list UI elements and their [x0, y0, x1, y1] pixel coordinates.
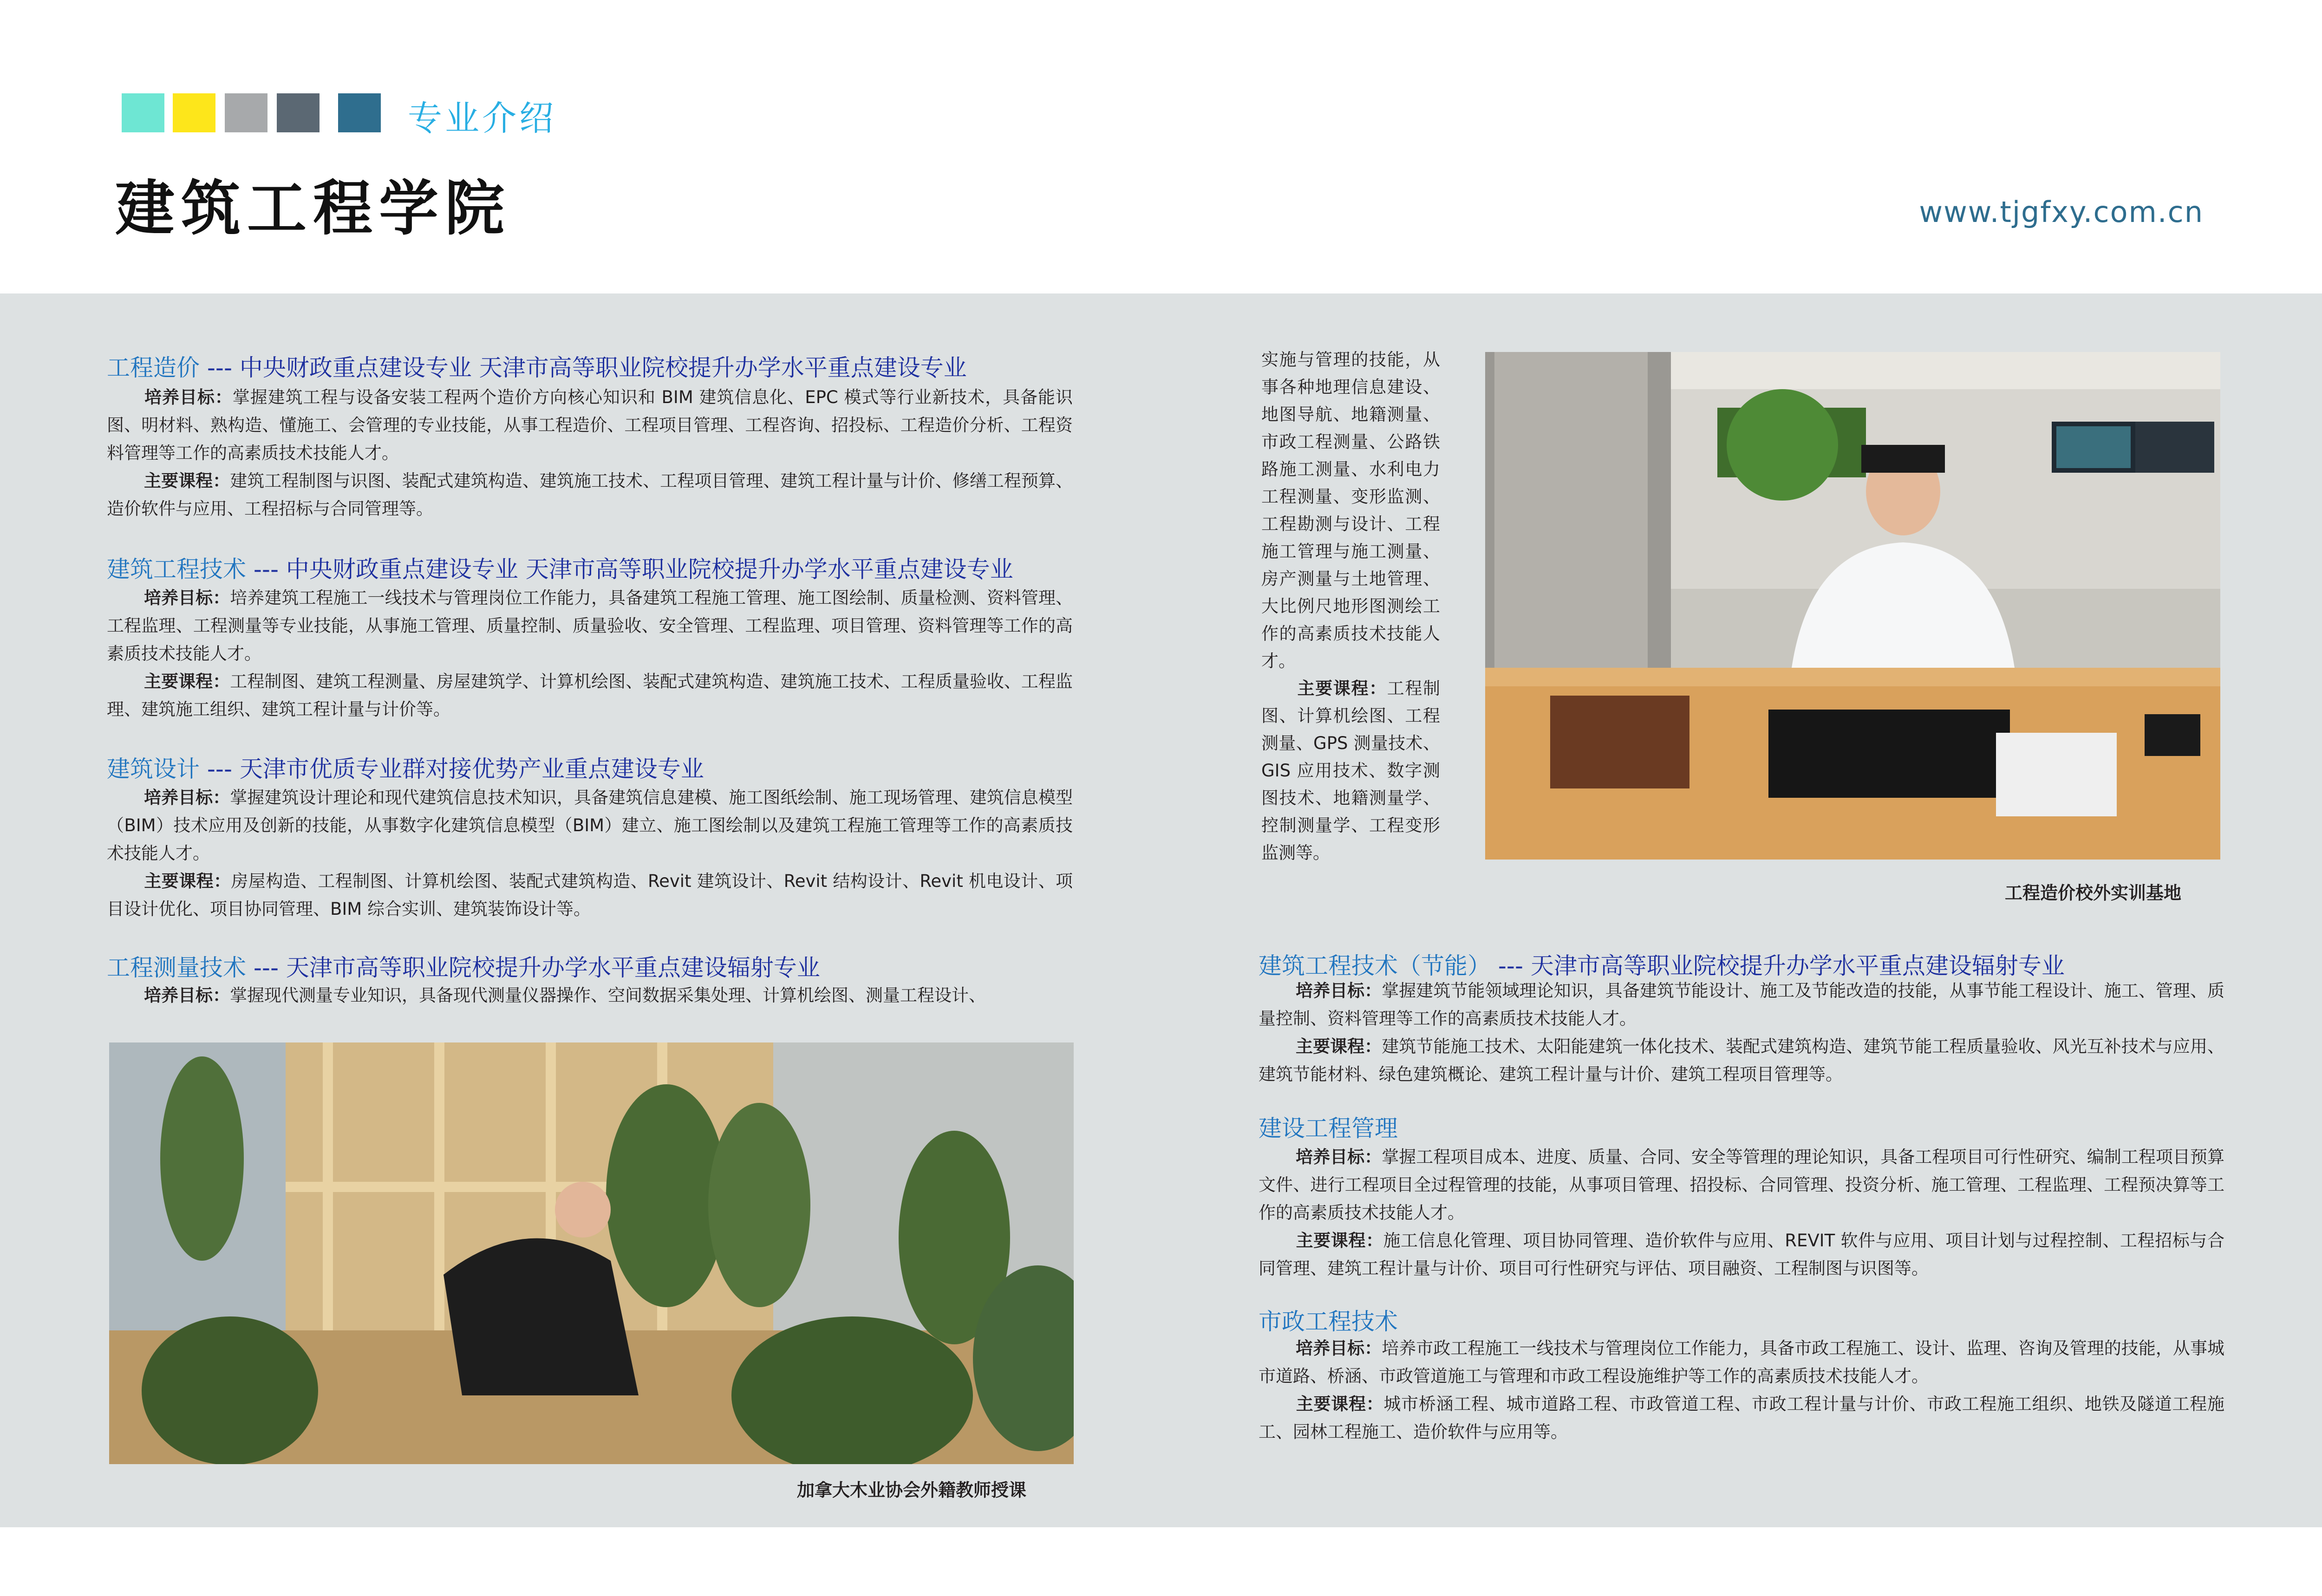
section-body-cost: 培养目标：掌握建筑工程与设备安装工程两个造价方向核心知识和 BIM 建筑信息化、EPC 模式等行业新技术，具备能识图、明材料、熟构造、懂施工、会管理的专业技能，从事工程造价、工程项目管理、工程咨询、招投标、工程造价分析、工程资料管理等工作的高素质技术技能人才。 主要课程：建筑工程制图与识图、装配式建筑构造、建筑施工技术、工程项目管理、建筑工程计量与计价、修缮工程预算、造价软件与应用、工程招标与合同管理等。: [107, 387, 1073, 519]
section-body-survey-start: 培养目标：掌握现代测量专业知识，具备现代测量仪器操作、空间数据采集处理、计算机绘图、测量工程设计、: [144, 985, 986, 1005]
color-swatch-teal: [122, 93, 164, 132]
section-body-mgmt: 培养目标：掌握工程项目成本、进度、质量、合同、安全等管理的理论知识，具备工程项目可行性研究、编制工程项目预算文件、进行工程项目全过程管理的技能，从事项目管理、招投标、合同管理、投资分析、施工管理、工程监理、工程预决算等工作的高素质技术技能人才。 主要课程：施工信息化管理、项目协同管理、造价软件与应用、REVIT 软件与应用、项目计划与过程控制、工程招标与合同管理、建筑工程计量与计价、项目可行性研究与评估、项目融资、工程制图与识图等。: [1259, 1147, 2225, 1278]
section-title-mgmt: 建设工程管理: [1259, 1115, 1398, 1142]
photo-office-training-base: [1485, 352, 2220, 860]
page-header: [0, 0, 2322, 293]
section-title-design: 建筑设计 --- 天津市优质专业群对接优势产业重点建设专业: [107, 756, 704, 782]
color-swatch-yellow: [173, 93, 215, 132]
website-link[interactable]: www.tjgfxy.com.cn: [1919, 195, 2204, 229]
college-title: 建筑工程学院: [115, 174, 511, 243]
section-body-design: 培养目标：掌握建筑设计理论和现代建筑信息技术知识，具备建筑信息建模、施工图纸绘制、施工现场管理、建筑信息模型（BIM）技术应用及创新的技能，从事数字化建筑信息模型（BIM）建立、施工图绘制以及建筑工程施工管理等工作的高素质技术技能人才。 主要课程：房屋构造、工程制图、计算机绘图、装配式建筑构造、Revit 建筑设计、Revit 结构设计、Revit 机电设计、项目设计优化、项目协同管理、BIM 综合实训、建筑装饰设计等。: [107, 788, 1073, 919]
photo-carpentry-class: [109, 1042, 1074, 1464]
section-body-survey-continued: 实施与管理的技能，从事各种地理信息建设、地图导航、地籍测量、市政工程测量、公路铁路施工测量、水利电力工程测量、变形监测、工程勘测与设计、工程施工管理与施工测量、房产测量与土地管理、大比例尺地形图测绘工作的高素质技术技能人才。 主要课程：工程制图、计算机绘图、工程测量、GPS 测量技术、GIS 应用技术、数字测图技术、地籍测量学、控制测量学、工程变形监测等。: [1261, 350, 1440, 863]
section-title-cost: 工程造价 --- 中央财政重点建设专业 天津市高等职业院校提升办学水平重点建设专业: [107, 354, 967, 381]
section-title-muni: 市政工程技术: [1259, 1308, 1398, 1335]
section-body-energy: 培养目标：掌握建筑节能领域理论知识，具备建筑节能设计、施工及节能改造的技能，从事节能工程设计、施工、管理、质量控制、资料管理等工作的高素质技术技能人才。 主要课程：建筑节能施工技术、太阳能建筑一体化技术、装配式建筑构造、建筑节能工程质量验收、风光互补技术与应用、建筑节能材料、绿色建筑概论、建筑工程计量与计价、建筑工程项目管理等。: [1259, 981, 2225, 1084]
color-swatch-blue: [338, 93, 381, 132]
section-body-muni: 培养目标：培养市政工程施工一线技术与管理岗位工作能力，具备市政工程施工、设计、监理、咨询及管理的技能，从事城市道路、桥涵、市政管道施工与管理和市政工程设施维护等工作的高素质技术技能人才。 主要课程：城市桥涵工程、城市道路工程、市政管道工程、市政工程计量与计价、市政工程施工组织、地铁及隧道工程施工、园林工程施工、造价软件与应用等。: [1259, 1338, 2225, 1442]
section-title-survey: 工程测量技术 --- 天津市高等职业院校提升办学水平重点建设辐射专业: [107, 954, 820, 981]
caption-carpentry-photo: 加拿大木业协会外籍教师授课: [797, 1480, 1027, 1500]
section-title-tech: 建筑工程技术 --- 中央财政重点建设专业 天津市高等职业院校提升办学水平重点建设专业: [107, 556, 1013, 583]
carpentry-photo-illustration: [109, 1042, 1074, 1464]
color-swatch-dark-gray: [277, 93, 320, 132]
caption-office-photo: 工程造价校外实训基地: [2005, 883, 2182, 903]
office-photo-illustration: [1485, 352, 2220, 860]
section-label: 专业介绍: [408, 98, 556, 138]
section-title-energy: 建筑工程技术（节能） --- 天津市高等职业院校提升办学水平重点建设辐射专业: [1259, 952, 2065, 979]
color-swatch-light-gray: [225, 93, 267, 132]
section-body-tech: 培养目标：培养建筑工程施工一线技术与管理岗位工作能力，具备建筑工程施工管理、施工图绘制、质量检测、资料管理、工程监理、工程测量等专业技能，从事施工管理、质量控制、质量验收、安全管理、工程监理、项目管理、资料管理等工作的高素质技术技能人才。 主要课程：工程制图、建筑工程测量、房屋建筑学、计算机绘图、装配式建筑构造、建筑施工技术、工程质量验收、工程监理、建筑施工组织、建筑工程计量与计价等。: [107, 588, 1073, 719]
